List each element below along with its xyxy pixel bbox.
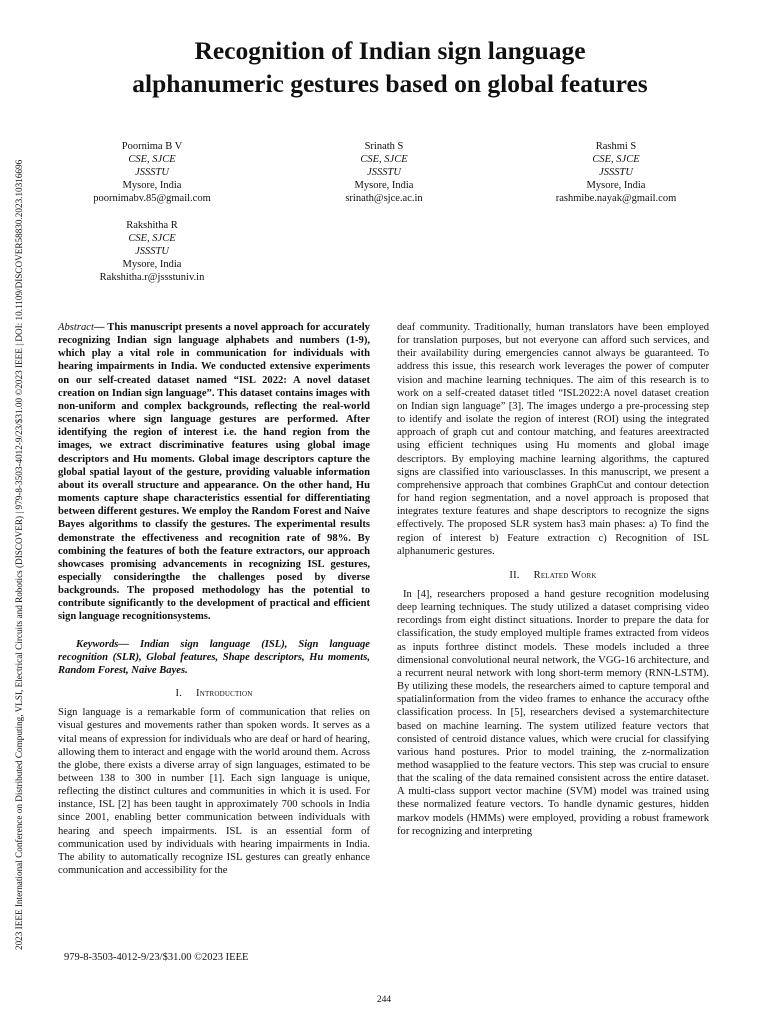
author-name: Srinath S	[364, 141, 404, 152]
author-email[interactable]: Rakshitha.r@jssstuniv.in	[99, 272, 205, 283]
author-city: Mysore, India	[122, 259, 182, 270]
section-title: Introduction	[196, 688, 253, 700]
section-number: II.	[509, 569, 520, 581]
author-name: Rashmi S	[595, 141, 637, 152]
section-title: Related Work	[533, 569, 597, 581]
abstract-dash: —	[93, 322, 108, 333]
author-email[interactable]: rashmibe.nayak@gmail.com	[555, 193, 677, 204]
author-univ: JSSSTU	[599, 167, 633, 178]
author-dept: CSE, SJCE	[128, 233, 176, 244]
author-block-3	[516, 140, 716, 205]
title-line-1: Recognition of Indian sign language	[194, 36, 586, 65]
related-work-paragraph: In [4], researchers proposed a hand gesture recognition modelusing deep learning techniques. The study utilized a dataset comprising video recordings from eight distinct situations. Inorder to prepare the data for classification, the study employed multiple frames extracted from videos as inputs forthree distinct models. These models included a three dimensional convolutional neural network, the VGG-16 architecture, and a recurrent neural network with long short-term memory (RNN-LSTM). By utilizing these models, the researchers aimed to capture temporal and spatialinformation from the video frames to enhance the accuracy ofthe classification process. In [5], researchers devised a systemarchitecture based on machine learning. The system utilized feature vectors that consisted of centroid distance values, which were crucial for classifying various hand postures. Prior to model training, the z-normalization method wasapplied to the feature vectors. This step was crucial to ensure that the scaling of the data remained consistent across the entire dataset. A multi-class support vector machine (SVM) model was trained using these normalized feature vectors. To handle dynamic gestures, hidden markov models (HMMs) were employed, providing a robust framework for recognizing and interpreting	[397, 588, 709, 837]
abstract	[58, 321, 370, 624]
author-block-2	[284, 140, 484, 205]
paper-title	[40, 34, 740, 100]
keywords-label: Keywords	[76, 638, 119, 650]
author-block-1	[52, 140, 252, 205]
section-heading-related-work	[397, 569, 709, 582]
introduction-continued: deaf community. Traditionally, human translators have been employed for translation purposes, but not everyone can afford such services, and their availability during emergencies cannot always be guaranteed. To address this issue, this research work leverages the power of computer vision and machine learning techniques. The aim of this research is to work on a self-created dataset titled “ISL2022:A novel dataset creation on Indian sign language” [3]. The images undergo a pre-processing step to identify and isolate the region of interest (ROI) using the integrated approach of graph cut and contour matching, and features areextracted using efficient techniques using Hu moments and global image descriptors. By employing machine learning algorithms, the captured signs are classified into variousclasses. In this manuscript, we present a comprehensive approach that combines GraphCut and contour detection for hand region segmentation, and a novel approach is proposed that integrates texture features and shape descriptors to recognize the signs effectively. The proposed SLR system has3 main phases: a) To find the region of interest b) Feature extraction c) Recognition of ISL alphanumeric gestures.	[397, 322, 709, 557]
keywords-text: Indian sign language (ISL), Sign language recognition (SLR), Global features, Shape descriptors, Hu moments, Random Forest, Naive Bayes.	[58, 638, 370, 676]
author-city: Mysore, India	[122, 180, 182, 191]
author-dept: CSE, SJCE	[360, 154, 408, 165]
abstract-text: This manuscript presents a novel approach for accurately recognizing Indian sign language alphabets and numbers (1-9), which play a vital role in communication for individuals with hearing impairments in India. We conducted extensive experiments on our self-created dataset named “ISL 2022: A novel dataset creation on Indian sign language”. This dataset contains images with non-uniform and complex backgrounds, reflecting the real-world scenarios where sign language gestures are performed. After identifying the region of interest i.e. the hand region from the images, we extract discriminative features using global image descriptors and Hu moments. Global image descriptors capture the global spatial layout of the gesture, providing valuable information about its overall structure and appearance. On the other hand, Hu moments capture shape characteristics essential for differentiating between different gestures. We employ the Random Forest and Naive Bayes algorithms to classify the gestures. The experimental results demonstrate the effectiveness and recognition rate of 98%. By combining the features of both the feature extractors, our approach showcases promising advancements in recognizing ISL gestures, especially consideringthe the challenges posed by diverse backgrounds. The proposed methodology has the potential to contribute significantly to the development of practical and efficient sign language recognitionsystems.	[58, 322, 370, 623]
author-block-4	[52, 219, 252, 284]
author-univ: JSSSTU	[367, 167, 401, 178]
author-univ: JSSSTU	[135, 246, 169, 257]
author-dept: CSE, SJCE	[128, 154, 176, 165]
author-city: Mysore, India	[586, 180, 646, 191]
title-line-2: alphanumeric gestures based on global features	[132, 69, 648, 98]
author-email[interactable]: poornimabv.85@gmail.com	[93, 193, 211, 204]
conference-sidebar: 2023 IEEE International Conference on Distributed Computing, VLSI, Electrical Circuits and Robotics (DISCOVER) | 979-8-3503-4012-9/23/$31.00 ©2023 IEEE | DOI: 10.1109/DISCOVER58830.2023.10316696	[14, 159, 24, 950]
author-dept: CSE, SJCE	[592, 154, 640, 165]
author-name: Rakshitha R	[126, 220, 178, 231]
copyright-footer: 979-8-3503-4012-9/23/$31.00 ©2023 IEEE	[64, 952, 249, 963]
section-number: I.	[175, 688, 183, 700]
page-number: 244	[376, 995, 392, 1005]
author-name: Poornima B V	[121, 141, 183, 152]
right-column	[397, 321, 709, 838]
introduction-paragraph: Sign language is a remarkable form of communication that relies on visual gestures and movements rather than spoken words. It serves as a vital means of expression for individuals who are deaf or hard of hearing, allowing them to interact and engage with the world around them. Across the globe, there exists a diverse array of sign languages, estimated to be between 138 to 300 in number [1]. Each sign language is unique, reflecting the distinct cultures and communities in which it is used. For instance, ISL [2] has been taught in approximately 700 schools in India since 2001, enabling better communication between individuals with hearing and speech impairments. ISL is an essential form of communication used by individuals with hearing impairments in India. The ability to automatically recognize ISL gestures can greatly enhance communication and accessibility for the	[58, 707, 370, 877]
keywords	[58, 638, 370, 677]
left-column	[58, 321, 370, 877]
author-city: Mysore, India	[354, 180, 414, 191]
keywords-dash: —	[118, 638, 140, 650]
section-heading-introduction	[58, 687, 370, 700]
abstract-label: Abstract	[58, 322, 94, 333]
author-email[interactable]: srinath@sjce.ac.in	[345, 193, 423, 204]
author-univ: JSSSTU	[135, 167, 169, 178]
